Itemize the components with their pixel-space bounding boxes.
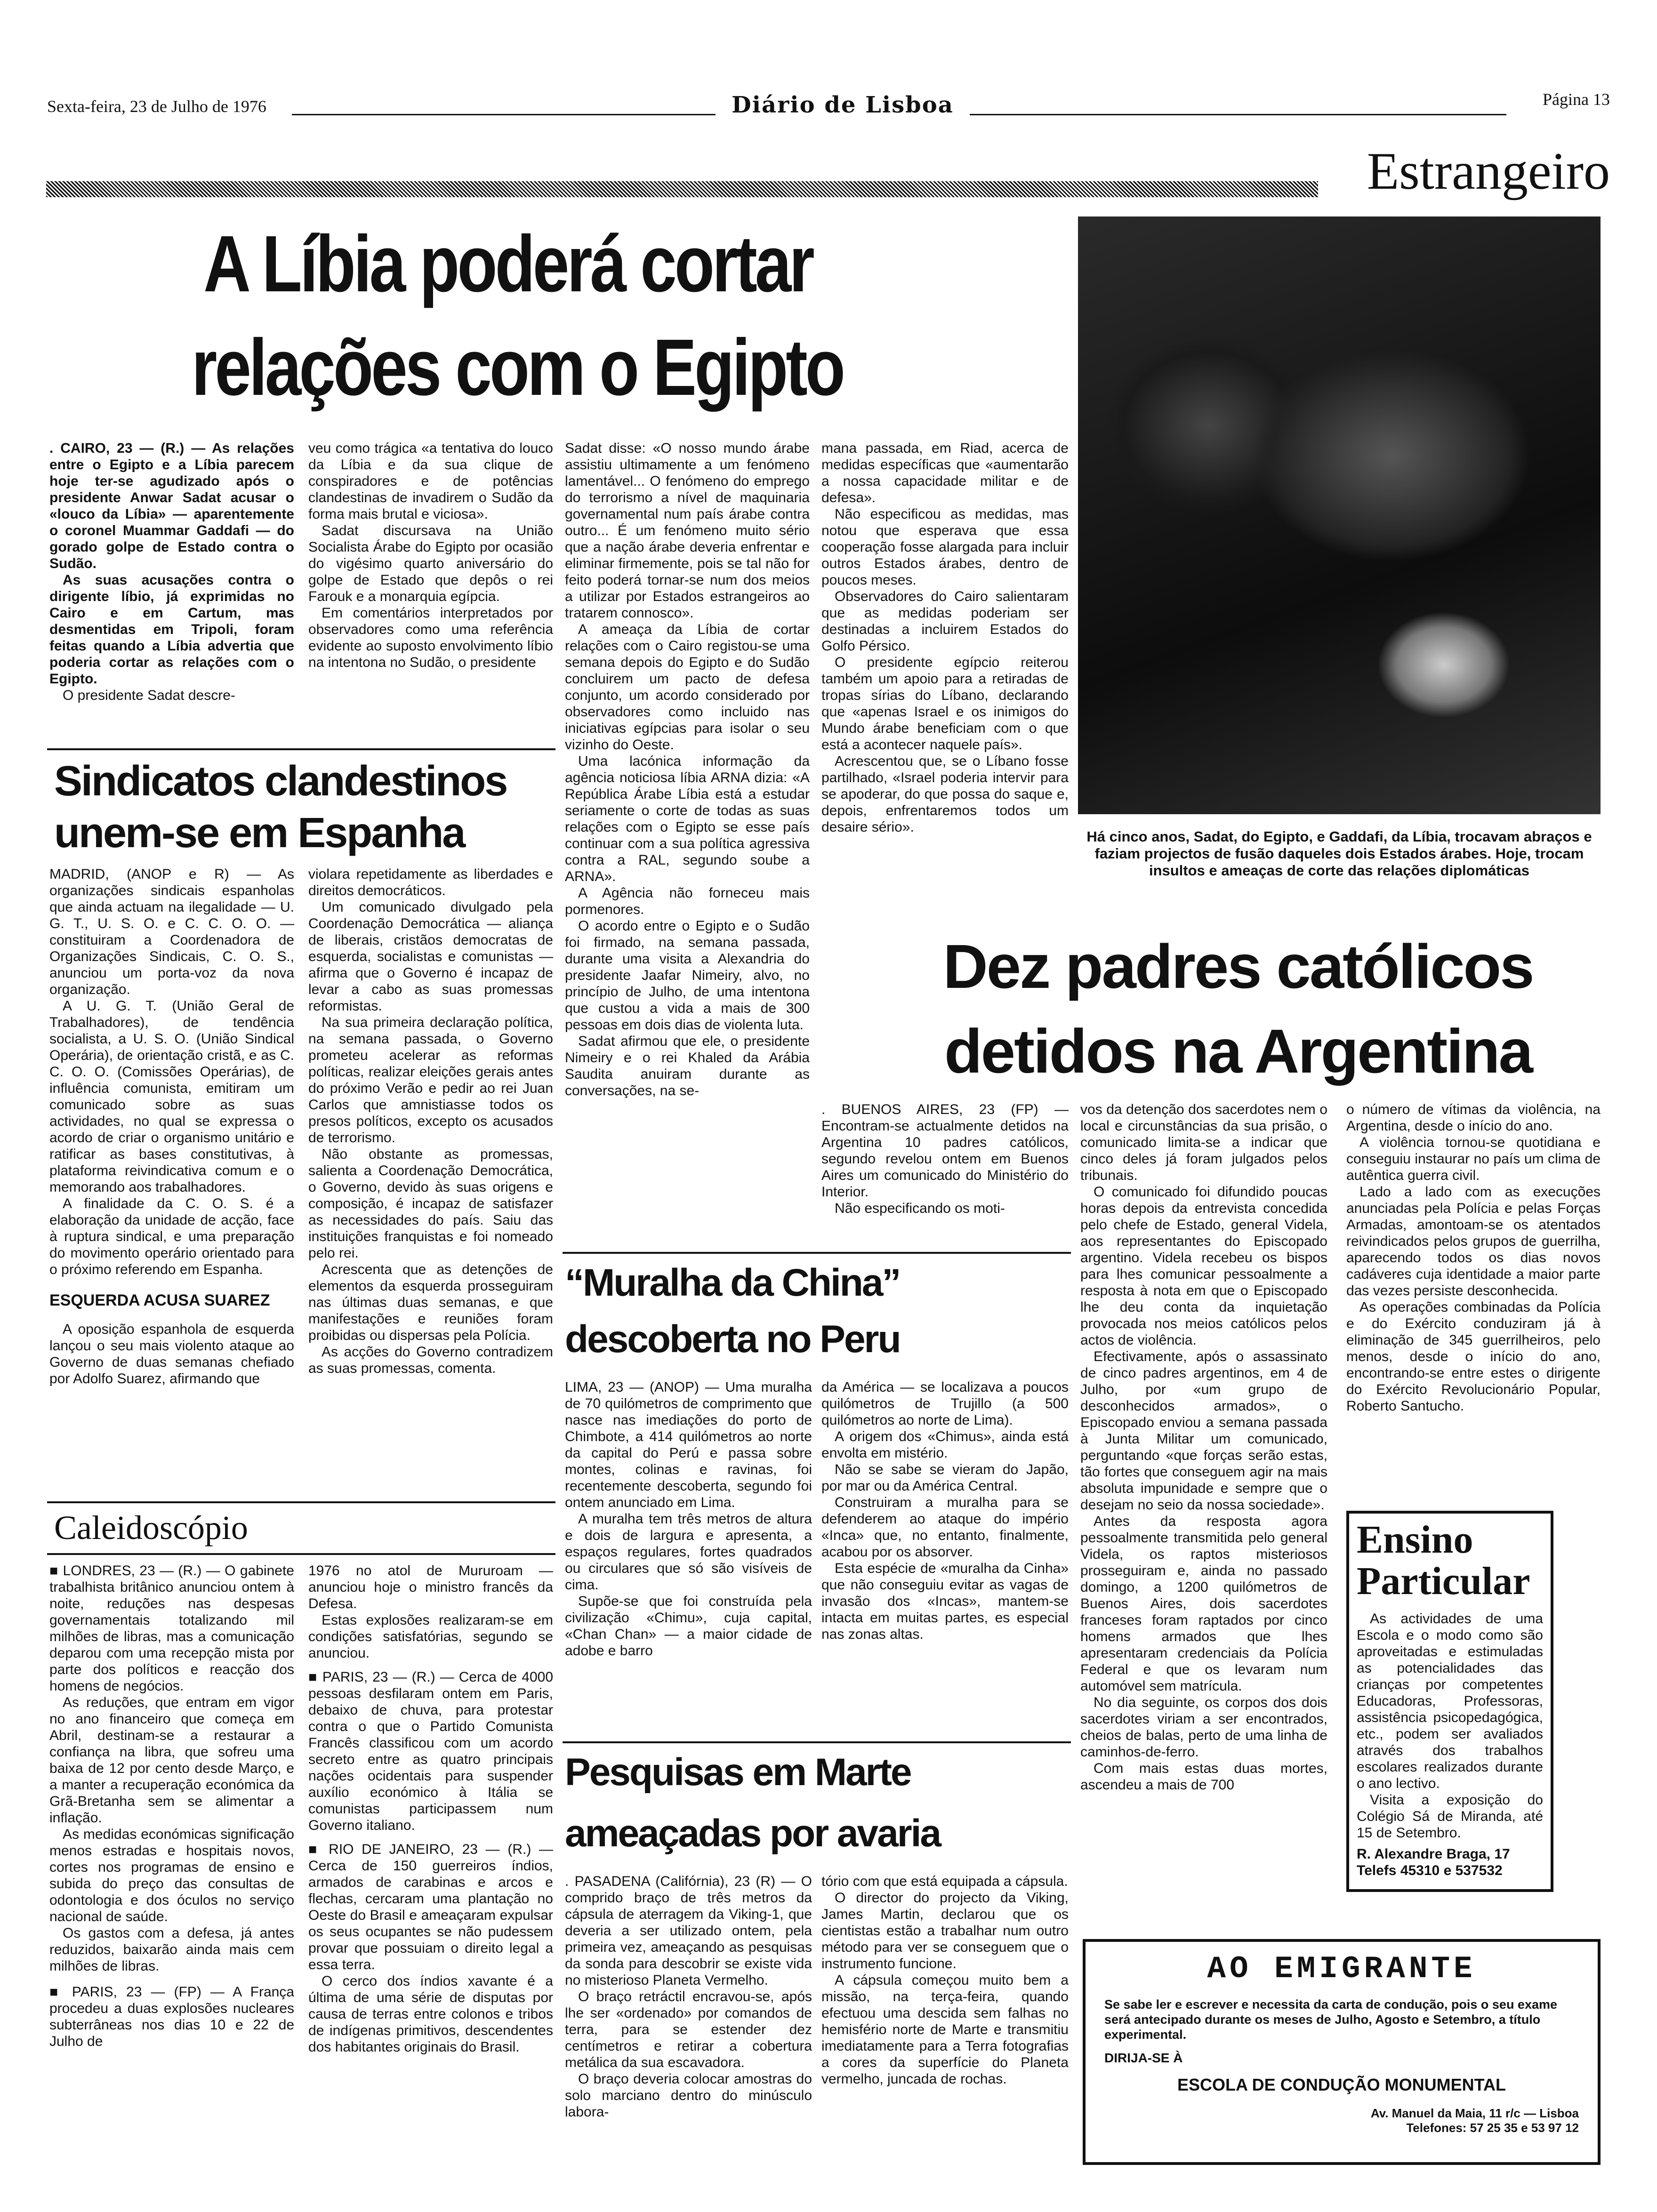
muralha-paragraph: Supõe-se que foi construída pela civilização «Chimu», cuja capital, «Chan Chan» — a maior cidade de adobe e barro: [565, 1594, 812, 1659]
caleidoscopio-item: Os gastos com a defesa, já antes reduzidos, baixarão ainda mais cem milhões de libras.: [49, 1925, 294, 1974]
libya-section-divider: [47, 748, 555, 750]
marte-headline-line2: ameaçadas por avaria: [565, 1812, 940, 1855]
ad-emigrante-address: Av. Manuel da Maia, 11 r/c — Lisboa: [1370, 2106, 1579, 2120]
marte-headline-line1: Pesquisas em Marte: [565, 1751, 911, 1794]
libya-paragraph: O presidente Sadat descre-: [63, 688, 235, 703]
caleidoscopio-item: As medidas económicas significação menos estradas e hospitais novos, cortes nos programas de ensino e subida do preço das consultas de odontologia e dos óculos no serviço nacional de saúde.: [49, 1827, 294, 1924]
padres-paragraph: Efectivamente, após o assassinato de cinco padres argentinos, em 4 de Julho, por «um grupo de desconhecidos armados», o Episcopado enviou a semana passada à Junta Militar um comunicado, perguntando «que forças serão estas, tão fortes que conseguem agir na mais absoluta impunidade e sempre que o desejam no seio da nossa sociedade».: [1080, 1349, 1327, 1513]
muralha-paragraph: LIMA, 23 — (ANOP) — Uma muralha de 70 quilómetros de comprimento que nasce nas imediações do porto de Chimbote, a 414 quilómetros ao norte da capital do Perú e passa sobre montes, colinas e ravinas, foi recentemente descoberta, segundo foi ontem anunciado em Lima.: [565, 1379, 812, 1510]
marte-paragraph: O braço deveria colocar amostras do solo marciano dentro do minúsculo labora-: [565, 2071, 812, 2120]
padres-paragraph: Lado a lado com as execuções anunciadas pela Polícia e pelas Forças Armadas, amontoam-se os atentados reivindicados pelos grupos de guerrilha, aparecendo todos os dias novos cadáveres cuja identidade a maior parte das vezes persiste desconhecida.: [1346, 1184, 1601, 1298]
muralha-col-2: [821, 1379, 1069, 1718]
muralha-paragraph: A muralha tem três metros de altura e dois de largura e apresenta, a espaços regulares, fortes quadrados ou circulares que só são visíveis de cima.: [565, 1511, 812, 1593]
issue-date: Sexta-feira, 23 de Julho de 1976: [47, 97, 266, 116]
libya-paragraph: veu como trágica «a tentativa do louco da Líbia e da sua clique de conspiradores e de potências clandestinas de invadirem o Sudão da forma mais brutal e viciosa».: [308, 441, 553, 522]
sindicatos-paragraph: A oposição espanhola de esquerda lançou o seu mais violento ataque ao Governo de duas semanas chefiado por Adolfo Suarez, afirmando que: [49, 1322, 294, 1387]
muralha-paragraph: da América — se localizava a poucos quilómetros de Trujillo (a 500 quilómetros ao norte de Lima).: [821, 1379, 1069, 1428]
muralha-paragraph: Esta espécie de «muralha da Cinha» que não conseguiu evitar as vagas de invasão dos «Incas», mantem-se intacta em muitas partes, es especial nas zonas altas.: [821, 1561, 1069, 1642]
ensino-particular-ad: [1346, 1511, 1553, 1892]
libya-paragraph: Não especificou as medidas, mas notou que esperava que essa cooperação fosse alargada para incluir outros Estados árabes, dentro de poucos meses.: [821, 506, 1069, 588]
ad-emigrante-school: ESCOLA DE CONDUÇÃO MONUMENTAL: [1177, 2075, 1506, 2094]
padres-paragraph: O comunicado foi difundido poucas horas depois da entrevista concedida pelo chefe de Estado, general Videla, aos representantes do Episcopado argentino. Videla recebeu os bispos para lhes comunicar pessoalmente a resposta à nota em que o Episcopado lhe deu conta da inquietação provocada nos meios católicos pelos actos de violência.: [1080, 1184, 1327, 1348]
caleidoscopio-item: ■ PARIS, 23 — (R.) — Cerca de 4000 pessoas desfilaram ontem em Paris, debaixo de chuva, para protestar contra o que o Partido Comunista Francês classificou com um acordo secreto entre as quatro principais nações ocidentais para suspender auxílio económico à Itália se comunistas participassem num Governo italiano.: [308, 1669, 553, 1833]
libya-col-3: [565, 440, 810, 1254]
muralha-headline-line2: descoberta no Peru: [565, 1318, 900, 1361]
sadat-gaddafi-photo: [1078, 216, 1601, 814]
newspaper-title: Diário de Lisboa: [732, 92, 954, 118]
caleidoscopio-item: O cerco dos índios xavante é a última de uma série de disputas por causa de terras entre colonos e tribos de indígenas primitivos, descendentes dos habitantes originais do Brasil.: [308, 1973, 553, 2055]
padres-paragraph: No dia seguinte, os corpos dos dois sacerdotes viriam a ser encontrados, cheios de balas, perto de uma linha de caminhos-de-ferro.: [1080, 1695, 1327, 1760]
marte-col-1: [565, 1873, 812, 2207]
ad-text: As actividades de uma Escola e o modo como são aproveitadas e estimuladas as potencialidades das crianças por competentes Educadoras, Professoras, assistência psicopedagógica, etc., podem ser avaliados através dos trabalhos escolares realizados durante o ano lectivo.: [1357, 1611, 1543, 1791]
padres-paragraph: . BUENOS AIRES, 23 (FP) — Encontram-se actualmente detidos na Argentina 10 padres católicos, segundo revelou ontem em Buenos Aires um comunicado do Ministério do Interior.: [821, 1102, 1069, 1200]
ad-emigrante-direct: DIRIJA-SE À: [1104, 2051, 1183, 2065]
caleidoscopio-item: As reduções, que entram em vigor no ano financeiro que começa em Abril, destinam-se a restaurar a confiança na libra, que sofreu uma baixa de 12 por cento desde Março, e a manter a recuperação económica da Grã-Bretanha sem se alimentar a inflação.: [49, 1695, 294, 1826]
marte-paragraph: O braço retráctil encravou-se, após lhe ser «ordenado» por comandos de terra, para se estender dez centímetros e retirar a cobertura metálica da sua escavadora.: [565, 1989, 812, 2070]
caleidoscopio-item: ■ RIO DE JANEIRO, 23 — (R.) — Cerca de 150 guerreiros índios, armados de carabinas e arcos e flechas, cercaram uma plantação no Oeste do Brasil e ameaçaram expulsar os seus ocupantes se não pudessem provar que possuiam o direito legal a essa terra.: [308, 1842, 553, 1972]
libya-paragraph: As suas acusações contra o dirigente líbio, já exprimidas no Cairo e em Cartum, mas desmentidas em Tripoli, foram feitas quando a Líbia advertia que poderia cortar as relações com o Egipto.: [49, 572, 294, 687]
marte-paragraph: A cápsula começou muito bem a missão, na terça-feira, quando efectuou uma descida sem falhas no hemisfério norte de Marte e transmitiu imediatamente para a Terra fotografias a cores da superfície do Planeta vermelho, juncada de rochas.: [821, 1972, 1069, 2087]
muralha-col-1: [565, 1379, 812, 1718]
libya-paragraph: Acrescentou que, se o Líbano fosse partilhado, «Israel poderia intervir para se apoderar, do que possa do saque e, depois, enfrentaremos todos um desaire sério».: [821, 753, 1069, 835]
padres-col-3: [1346, 1101, 1601, 1483]
ad-emigrante-phones: Telefones: 57 25 35 e 53 97 12: [1406, 2121, 1579, 2135]
caleidoscopio-col-1: [49, 1563, 294, 2207]
libya-paragraph: A ameaça da Líbia de cortar relações com o Cairo registou-se uma semana depois do Egipto e do Sudão concluirem um pacto de defesa conjunto, um acordo considerado por observadores como incluido nas iniciativas egípcias para isolar o seu vizinho do Oeste.: [565, 622, 810, 753]
libya-paragraph: Sadat afirmou que ele, o presidente Nimeiry e o rei Khaled da Arábia Saudita anuiram durante as conversações, na se-: [565, 1034, 810, 1098]
padres-paragraph: Com mais estas duas mortes, ascendeu a mais de 700: [1080, 1761, 1327, 1793]
libya-paragraph: mana passada, em Riad, acerca de medidas específicas que «aumentarão a nossa capacidade militar e de defesa».: [821, 441, 1069, 505]
masthead-rule-right: [970, 114, 1506, 115]
ao-emigrante-ad: [1083, 1939, 1601, 2165]
libya-paragraph: Observadores do Cairo salientaram que as medidas poderiam ser destinadas a incluirem Estados do Golfo Pérsico.: [821, 589, 1069, 654]
caleidoscopio-item: 1976 no atol de Mururoam — anunciou hoje o ministro francês da Defesa.: [308, 1563, 553, 1611]
padres-paragraph: A violência tornou-se quotidiana e conseguiu instaurar no país um clima de autêntica guerra civil.: [1346, 1135, 1601, 1183]
muralha-paragraph: Construiram a muralha para se defenderem ao ataque do império «Inca» que, no entanto, finalmente, acabou por os absorver.: [821, 1495, 1069, 1560]
sindicatos-paragraph: Um comunicado divulgado pela Coordenação Democrática — aliança de liberais, cristãos democratas de esquerda, socialistas e comunistas — afirma que o Governo é incapaz de levar a cabo as suas promessas reformistas.: [308, 899, 553, 1014]
padres-headline-line2: detidos na Argentina: [944, 1017, 1532, 1086]
libya-paragraph: Uma lacónica informação da agência noticiosa líbia ARNA dizia: «A República Árabe Líbia está a estudar seriamente o corte de todas as suas relações com o Egipto se esse país continuar com a sua política agressiva contra a RAL, segundo soube a ARNA».: [565, 753, 810, 884]
sindicatos-paragraph: MADRID, (ANOP e R) — As organizações sindicais espanholas que ainda actuam na ilegalidade — U. G. T., U. S. O. e C. C. O. O. — constituiram a Coordenadora de Organizações Sindicais, C. O. S., anunciou um porta-voz da nova organização.: [49, 866, 294, 997]
caleidoscopio-heading: Caleidoscópio: [54, 1509, 248, 1547]
padres-paragraph: Antes da resposta agora pessoalmente transmitida pelo general Videla, os raptos misteriosos prosseguiram e, ainda no passado domingo, a 1200 quilómetros de Buenos Aires, dois sacerdotes franceses foram raptados por cinco homens armados que lhes apresentaram credenciais da Polícia Federal e que os levaram num automóvel sem matrícula.: [1080, 1514, 1327, 1694]
libya-paragraph: Sadat disse: «O nosso mundo árabe assistiu ultimamente a um fenómeno lamentável... O fenómeno do emprego do terrorismo a nível de maquinaria governamental num país árabe contra outro... É um fenómeno muito sério que a nação árabe deveria enfrentar e eliminar firmemente, pois se tal não for feito poderá tornar-se num dos meios a utilizar por Estados estrangeiros ao tratarem connosco».: [565, 441, 810, 621]
caleidoscopio-item: Estas explosões realizaram-se em condições satisfatórias, segundo se anunciou.: [308, 1612, 553, 1661]
padres-col-2: [1080, 1101, 1327, 1944]
padres-paragraph: Não especificando os moti-: [835, 1201, 1005, 1216]
libya-paragraph: A Agência não forneceu mais pormenores.: [565, 885, 810, 917]
libya-paragraph: . CAIRO, 23 — (R.) — As relações entre o Egipto e a Líbia parecem hoje ter-se agudizado após o presidente Anwar Sadat acusar o «louco da Líbia» — aparentemente o coronel Muammar Gaddafi — do gorado golpe de Estado contra o Sudão.: [49, 441, 294, 571]
marte-col-2: [821, 1873, 1069, 2207]
libya-col-2: [308, 440, 553, 732]
padres-paragraph: o número de vítimas da violência, na Argentina, desde o início do ano.: [1346, 1102, 1601, 1134]
sindicatos-col-1: [49, 866, 294, 1387]
section-label: Estrangeiro: [1367, 142, 1610, 200]
padres-headline-line1: Dez padres católicos: [943, 932, 1533, 1001]
ad-address: R. Alexandre Braga, 17: [1357, 1846, 1510, 1862]
ad-title-line2: Particular: [1357, 1559, 1530, 1603]
section-hatch-band: [46, 181, 1318, 197]
sindicatos-col-2: [308, 866, 553, 1376]
muralha-headline-line1: “Muralha da China”: [565, 1261, 900, 1304]
sindicatos-paragraph: Não obstante as promessas, salienta a Coordenação Democrática, o Governo, devido às suas origens e composição, é incapaz de satisfazer as necessidades do país. Saiu das instituições franquistas e foi nomeado pelo rei.: [308, 1146, 553, 1261]
libya-headline-line1: A Líbia poderá cortar: [203, 219, 812, 309]
libya-paragraph: Sadat discursava na União Socialista Árabe do Egipto por ocasião do vigésimo quarto aniversário do golpe de Estado que depôs o rei Farouk e a monarquia egípcia.: [308, 523, 553, 604]
caleidoscopio-col-2: [308, 1563, 553, 2207]
libya-paragraph: O acordo entre o Egipto e o Sudão foi firmado, na semana passada, durante uma visita a Alexandria do presidente Jaafar Nimeiry, alvo, no princípio de Julho, de uma intentona que custou a vida a mais de 300 pessoas em dois dias de violenta luta.: [565, 918, 810, 1033]
marte-top-rule: [563, 1741, 1071, 1743]
padres-col-1: [821, 1101, 1069, 1247]
marte-paragraph: . PASADENA (Califórnia), 23 (R) — O comprido braço de três metros da cápsula de aterragem da Viking-1, que deveria a ser utilizado ontem, pela primeira vez, ameaçando as pesquisas da sonda para descobrir se existe vida no misterioso Planeta Vermelho.: [565, 1874, 812, 1988]
libya-paragraph: O presidente egípcio reiterou também um apoio para a retiradas de tropas sírias do Líbano, declarando que «apenas Israel e os inimigos do Mundo árabe beneficiam com o que está a acontecer naquele país».: [821, 655, 1069, 753]
page-number: Página 13: [1543, 90, 1610, 109]
libya-col-1: [49, 440, 294, 732]
sindicatos-paragraph: violara repetidamente as liberdades e direitos democráticos.: [308, 866, 553, 898]
ad-title-line1: Ensino: [1357, 1518, 1473, 1562]
photo-caption: Há cinco anos, Sadat, do Egipto, e Gaddafi, da Líbia, trocavam abraços e faziam projectos de fusão daqueles dois Estados árabes. Hoje, trocam insultos e ameaças de corte das relações diplomáticas: [1086, 828, 1592, 879]
sindicatos-subhead: ESQUERDA ACUSA SUAREZ: [49, 1291, 270, 1309]
muralha-paragraph: A origem dos «Chimus», ainda está envolta em mistério.: [821, 1429, 1069, 1461]
marte-paragraph: O director do projecto da Viking, James Martin, declarou que os cientistas estão a trabalhar num outro método para ver se conseguem que o instrumento funcione.: [821, 1890, 1069, 1972]
sindicatos-paragraph: As acções do Governo contradizem as suas promessas, comenta.: [308, 1344, 553, 1376]
sindicatos-headline-line2: unem-se em Espanha: [54, 809, 465, 857]
ad-phones: Telefs 45310 e 537532: [1357, 1863, 1503, 1878]
marte-paragraph: tório com que está equipada a cápsula.: [821, 1874, 1068, 1889]
caleidoscopio-item: ■ LONDRES, 23 — (R.) — O gabinete trabalhista britânico anunciou ontem à noite, reduções nas despesas governamentais totalizando mil milhões de libras, mas a comunicação deparou com uma recepção mista por parte dos políticos e reacção dos homens de negócios.: [49, 1563, 294, 1694]
ad-emigrante-body: Se sabe ler e escrever e necessita da carta de condução, pois o seu exame será antecipado durante os meses de Julho, Agosto e Setembro, a título experimental.: [1104, 1997, 1558, 2042]
ad-body: [1357, 1611, 1543, 1879]
libya-headline-line2: relações com o Egipto: [191, 323, 844, 412]
padres-paragraph: As operações combinadas da Polícia e do Exército conduziram já à eliminação de 345 guerrilheiros, pelo menos, desde o início do ano, encontrando-se entre estes o dirigente do Exército Revolucionário Popular, Roberto Santucho.: [1346, 1299, 1601, 1414]
sindicatos-paragraph: Acrescenta que as detenções de elementos da esquerda prosseguiram nas últimas duas semanas, e que manifestações e reuniões foram proibidas ou dispersas pela Polícia.: [308, 1262, 553, 1343]
padres-paragraph: vos da detenção dos sacerdotes nem o local e circunstâncias da sua prisão, o comunicado limita-se a indicar que cinco deles já foram julgados pelos tribunais.: [1080, 1102, 1327, 1183]
sindicatos-paragraph: A U. G. T. (União Geral de Trabalhadores), de tendência socialista, a U. S. O. (União Sindical Operária), de orientação cristã, e as C. C. O. O. (Comissões Operárias), de influência comunista, emitiram um comunicado sobre as suas actividades, no qual se expressa o acordo de criar o organismo unitário e ratificar as bases constitutivas, à plataforma reivindicativa comum e o memorando aos trabalhadores.: [49, 998, 294, 1195]
muralha-paragraph: Não se sabe se vieram do Japão, por mar ou da América Central.: [821, 1462, 1069, 1494]
caleidoscopio-top-rule: [47, 1501, 555, 1503]
muralha-top-rule: [563, 1252, 1071, 1254]
ad-emigrante-title: AO EMIGRANTE: [1207, 1951, 1476, 1987]
libya-col-4: [821, 440, 1069, 911]
ad-visit: Visita a exposição do Colégio Sá de Miranda, até 15 de Setembro.: [1357, 1792, 1543, 1841]
libya-paragraph: Em comentários interpretados por observadores como uma referência evidente ao suposto envolvimento líbio na intentona no Sudão, o presidente: [308, 605, 553, 670]
caleidoscopio-item: ■ PARIS, 23 — (FP) — A França procedeu a duas explosões nucleares subterrâneas nos dias 10 e 22 de Julho de: [49, 1984, 294, 2049]
sindicatos-paragraph: Na sua primeira declaração política, na semana passada, o Governo prometeu acelerar as reformas políticas, realizar eleições gerais antes do próximo Verão e pedir ao rei Juan Carlos que amnistiasse todos os presos políticos, excepto os acusados de terrorismo.: [308, 1015, 553, 1146]
caleidoscopio-heading-rule: [47, 1553, 555, 1555]
sindicatos-headline-line1: Sindicatos clandestinos: [54, 758, 507, 805]
sindicatos-paragraph: A finalidade da C. O. S. é a elaboração da unidade de acção, face à ruptura sindical, e uma preparação do movimento operário orientado para o próximo referendo em Espanha.: [49, 1196, 294, 1277]
masthead-rule-left: [292, 114, 716, 115]
